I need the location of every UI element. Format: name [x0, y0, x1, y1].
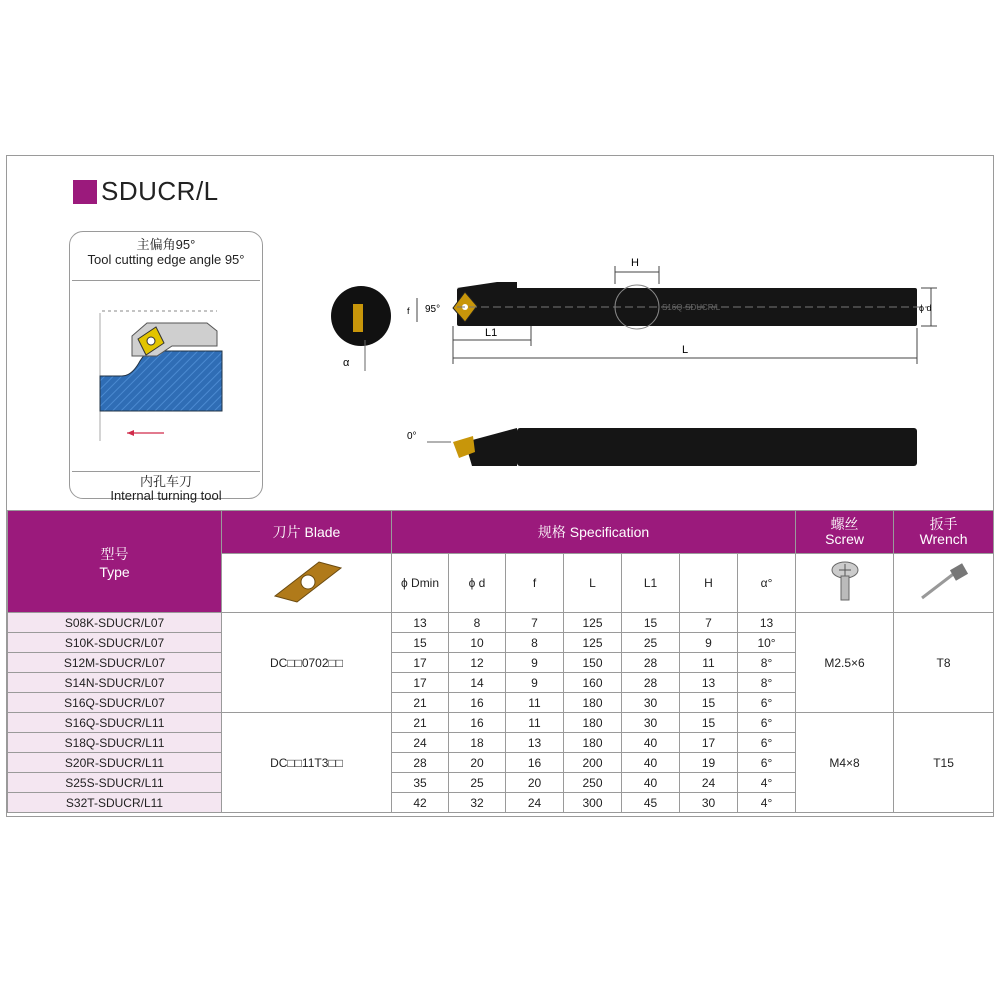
spec-value-cell: 180	[564, 713, 622, 733]
type-cell: S16Q-SDUCR/L11	[8, 713, 222, 733]
table-row	[8, 613, 994, 633]
workpiece	[100, 351, 222, 411]
spec-value-cell: 4°	[738, 773, 796, 793]
spec-value-cell: 125	[564, 613, 622, 633]
f-label: f	[407, 306, 410, 316]
spec-value-cell: 21	[392, 713, 449, 733]
spec-value-cell: 8°	[738, 673, 796, 693]
type-header	[8, 511, 222, 613]
angle-95-label: 95°	[425, 304, 441, 315]
spec-value-cell: 28	[622, 673, 680, 693]
technical-drawing	[317, 246, 957, 486]
caption-bottom-cn: 内孔车刀	[139, 474, 192, 489]
spec-value-cell: 35	[392, 773, 449, 793]
col-alpha: α°	[738, 554, 796, 613]
spec-value-cell: 40	[622, 773, 680, 793]
end-view-insert	[353, 304, 363, 332]
spec-value-cell: 14	[449, 673, 506, 693]
spec-value-cell: 24	[506, 793, 564, 813]
spec-value-cell: 15	[680, 713, 738, 733]
wrench-image-cell	[894, 554, 994, 613]
spec-value-cell: 7	[680, 613, 738, 633]
spec-value-cell: 125	[564, 633, 622, 653]
screw-cell: M2.5×6	[796, 613, 894, 713]
spec-value-cell: 11	[680, 653, 738, 673]
type-cell: S12M-SDUCR/L07	[8, 653, 222, 673]
zero-angle-label: 0°	[407, 431, 417, 442]
caption-bottom-en: Internal turning tool	[110, 488, 222, 503]
spec-value-cell: 8	[449, 613, 506, 633]
spec-value-cell: 30	[622, 713, 680, 733]
spec-sheet	[6, 155, 994, 817]
spec-value-cell: 28	[622, 653, 680, 673]
spec-value-cell: 6°	[738, 733, 796, 753]
type-cell: S14N-SDUCR/L07	[8, 673, 222, 693]
spec-header: 规格 Specification	[392, 511, 796, 554]
spec-value-cell: 180	[564, 693, 622, 713]
spec-value-cell: 9	[680, 633, 738, 653]
spec-value-cell: 32	[449, 793, 506, 813]
feed-arrowhead	[127, 430, 134, 436]
spec-value-cell: 40	[622, 733, 680, 753]
spec-value-cell: 13	[680, 673, 738, 693]
type-header-en: Type	[99, 563, 130, 580]
spec-value-cell: 30	[622, 693, 680, 713]
spec-value-cell: 17	[680, 733, 738, 753]
spec-value-cell: 25	[622, 633, 680, 653]
caption-top-cn: 主偏角95°	[136, 237, 196, 252]
spec-value-cell: 9	[506, 673, 564, 693]
spec-value-cell: 6°	[738, 693, 796, 713]
screw-icon	[825, 560, 865, 604]
spec-value-cell: 13	[392, 613, 449, 633]
col-f: f	[506, 554, 564, 613]
spec-value-cell: 24	[392, 733, 449, 753]
spec-value-cell: 13	[506, 733, 564, 753]
blade-insert-icon	[267, 556, 347, 608]
spec-value-cell: 7	[506, 613, 564, 633]
table-row	[8, 713, 994, 733]
spec-value-cell: 250	[564, 773, 622, 793]
blade-header: 刀片 Blade	[222, 511, 392, 554]
type-header-cn: 型号	[100, 545, 129, 562]
bar-marking: S16Q-SDUCR/L	[662, 303, 721, 312]
wrench-icon	[914, 560, 974, 604]
col-dmin: ϕ Dmin	[392, 554, 449, 613]
type-cell: S32T-SDUCR/L11	[8, 793, 222, 813]
caption-top-en: Tool cutting edge angle 95°	[87, 252, 245, 267]
spec-value-cell: 11	[506, 693, 564, 713]
spec-value-cell: 17	[392, 673, 449, 693]
l-label: L	[682, 344, 689, 356]
alpha-label: α	[343, 357, 350, 369]
spec-value-cell: 18	[449, 733, 506, 753]
spec-value-cell: 10	[449, 633, 506, 653]
spec-value-cell: 8	[506, 633, 564, 653]
bar-head	[457, 282, 517, 288]
d-label: ϕ d	[919, 303, 932, 313]
insert-hole	[147, 337, 155, 345]
spec-value-cell: 20	[506, 773, 564, 793]
type-cell: S20R-SDUCR/L11	[8, 753, 222, 773]
spec-value-cell: 11	[506, 713, 564, 733]
spec-value-cell: 13	[738, 613, 796, 633]
spec-value-cell: 28	[392, 753, 449, 773]
wrench-header-cn: 扳手	[929, 516, 958, 532]
spec-value-cell: 8°	[738, 653, 796, 673]
col-l1: L1	[622, 554, 680, 613]
type-cell: S10K-SDUCR/L07	[8, 633, 222, 653]
spec-value-cell: 180	[564, 733, 622, 753]
spec-value-cell: 300	[564, 793, 622, 813]
spec-value-cell: 6°	[738, 753, 796, 773]
wrench-cell: T15	[894, 713, 994, 813]
spec-value-cell: 24	[680, 773, 738, 793]
screw-header	[796, 511, 894, 554]
spec-value-cell: 16	[506, 753, 564, 773]
screw-image-cell	[796, 554, 894, 613]
type-cell: S18Q-SDUCR/L11	[8, 733, 222, 753]
spec-value-cell: 150	[564, 653, 622, 673]
wrench-header-en: Wrench	[919, 531, 968, 547]
type-cell: S08K-SDUCR/L07	[8, 613, 222, 633]
spec-value-cell: 17	[392, 653, 449, 673]
spec-value-cell: 15	[622, 613, 680, 633]
spec-value-cell: 15	[680, 693, 738, 713]
spec-value-cell: 19	[680, 753, 738, 773]
spec-value-cell: 42	[392, 793, 449, 813]
col-l: L	[564, 554, 622, 613]
boring-illustration	[72, 281, 260, 471]
illustration-drawing	[72, 280, 260, 472]
product-title	[73, 176, 219, 207]
bar-side-view	[517, 428, 917, 466]
spec-value-cell: 10°	[738, 633, 796, 653]
spec-value-cell: 21	[392, 693, 449, 713]
title-swatch	[73, 180, 97, 204]
type-cell: S16Q-SDUCR/L07	[8, 693, 222, 713]
title-text: SDUCR/L	[101, 176, 219, 206]
blade-code-cell: DC□□11T3□□	[222, 713, 392, 813]
spec-value-cell: 15	[392, 633, 449, 653]
wrench-header	[894, 511, 994, 554]
spec-value-cell: 12	[449, 653, 506, 673]
spec-table	[7, 510, 994, 813]
spec-value-cell: 6°	[738, 713, 796, 733]
spec-value-cell: 4°	[738, 793, 796, 813]
spec-value-cell: 25	[449, 773, 506, 793]
col-d: ϕ d	[449, 554, 506, 613]
illustration-box	[69, 231, 263, 503]
blade-code-cell: DC□□0702□□	[222, 613, 392, 713]
l1-label: L1	[485, 327, 498, 339]
spec-value-cell: 200	[564, 753, 622, 773]
spec-value-cell: 16	[449, 693, 506, 713]
screw-cell: M4×8	[796, 713, 894, 813]
spec-value-cell: 20	[449, 753, 506, 773]
col-h: H	[680, 554, 738, 613]
blade-image-cell	[222, 554, 392, 613]
spec-value-cell: 160	[564, 673, 622, 693]
spec-value-cell: 40	[622, 753, 680, 773]
wrench-cell: T8	[894, 613, 994, 713]
type-cell: S25S-SDUCR/L11	[8, 773, 222, 793]
spec-value-cell: 9	[506, 653, 564, 673]
spec-value-cell: 16	[449, 713, 506, 733]
spec-value-cell: 45	[622, 793, 680, 813]
screw-header-en: Screw	[825, 531, 865, 547]
spec-value-cell: 30	[680, 793, 738, 813]
screw-header-cn: 螺丝	[830, 516, 859, 532]
spec-rows	[8, 613, 994, 813]
h-label: H	[631, 257, 639, 269]
